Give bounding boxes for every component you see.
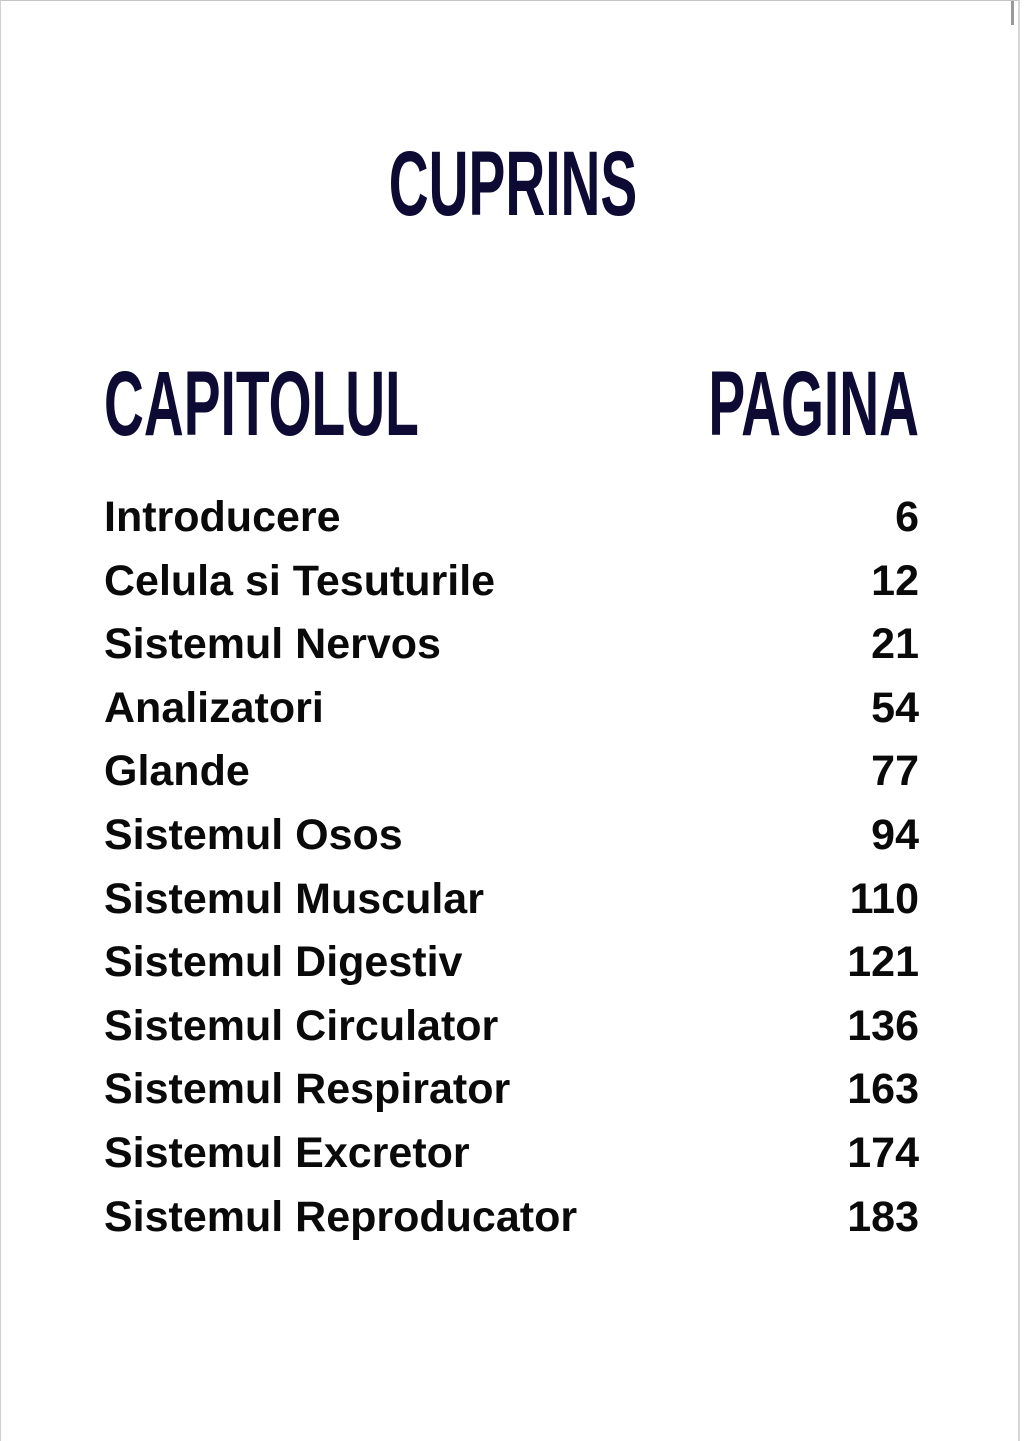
toc-chapter-title: Sistemul Digestiv — [104, 938, 463, 987]
toc-page-number: 110 — [849, 874, 919, 923]
toc-chapter-title: Sistemul Circulator — [104, 1001, 499, 1050]
toc-entry[interactable] — [104, 995, 919, 1059]
toc-page-number: 12 — [871, 556, 919, 605]
toc-entry[interactable] — [104, 804, 919, 868]
scrollbar-thumb[interactable] — [1011, 1, 1014, 25]
toc-page-number: 94 — [871, 810, 919, 859]
toc-entry[interactable] — [104, 486, 919, 550]
toc-chapter-title: Sistemul Excretor — [104, 1128, 470, 1177]
toc-chapter-title: Sistemul Respirator — [104, 1065, 511, 1114]
toc-chapter-title: Sistemul Nervos — [104, 620, 441, 669]
toc-entry[interactable] — [104, 550, 919, 614]
toc-page-number: 6 — [895, 493, 919, 541]
toc-entry[interactable] — [104, 677, 919, 741]
chapter-column-header: CAPITOLUL — [104, 353, 419, 455]
toc-chapter-title: Introducere — [104, 493, 341, 541]
toc-chapter-title: Celula si Tesuturile — [104, 556, 496, 605]
toc-entry[interactable] — [104, 740, 919, 804]
toc-page-number: 77 — [871, 747, 919, 796]
toc-page-number: 136 — [847, 1001, 919, 1050]
toc-entry[interactable] — [104, 931, 919, 995]
toc-chapter-title: Sistemul Reproducator — [104, 1192, 578, 1241]
toc-chapter-title: Analizatori — [104, 683, 324, 732]
toc-chapter-title: Glande — [104, 747, 250, 796]
toc-page-number: 183 — [847, 1192, 919, 1241]
toc-entry[interactable] — [104, 1122, 919, 1186]
toc-entry[interactable] — [104, 613, 919, 677]
column-headers — [104, 353, 919, 455]
toc-page-number: 54 — [871, 683, 919, 732]
toc-page-number: 163 — [847, 1065, 919, 1114]
toc-page-number: 174 — [847, 1128, 919, 1177]
toc-entry[interactable] — [104, 868, 919, 932]
toc-entry[interactable] — [104, 1186, 919, 1250]
toc-page-number: 21 — [871, 620, 919, 669]
table-of-contents — [104, 486, 919, 1249]
page-column-header: PAGINA — [708, 353, 919, 455]
toc-page-number: 121 — [847, 938, 919, 987]
toc-chapter-title: Sistemul Osos — [104, 810, 403, 859]
page-title: CUPRINS — [388, 133, 638, 235]
page-title-container — [1, 133, 1024, 235]
toc-entry[interactable] — [104, 1058, 919, 1122]
toc-chapter-title: Sistemul Muscular — [104, 874, 484, 923]
